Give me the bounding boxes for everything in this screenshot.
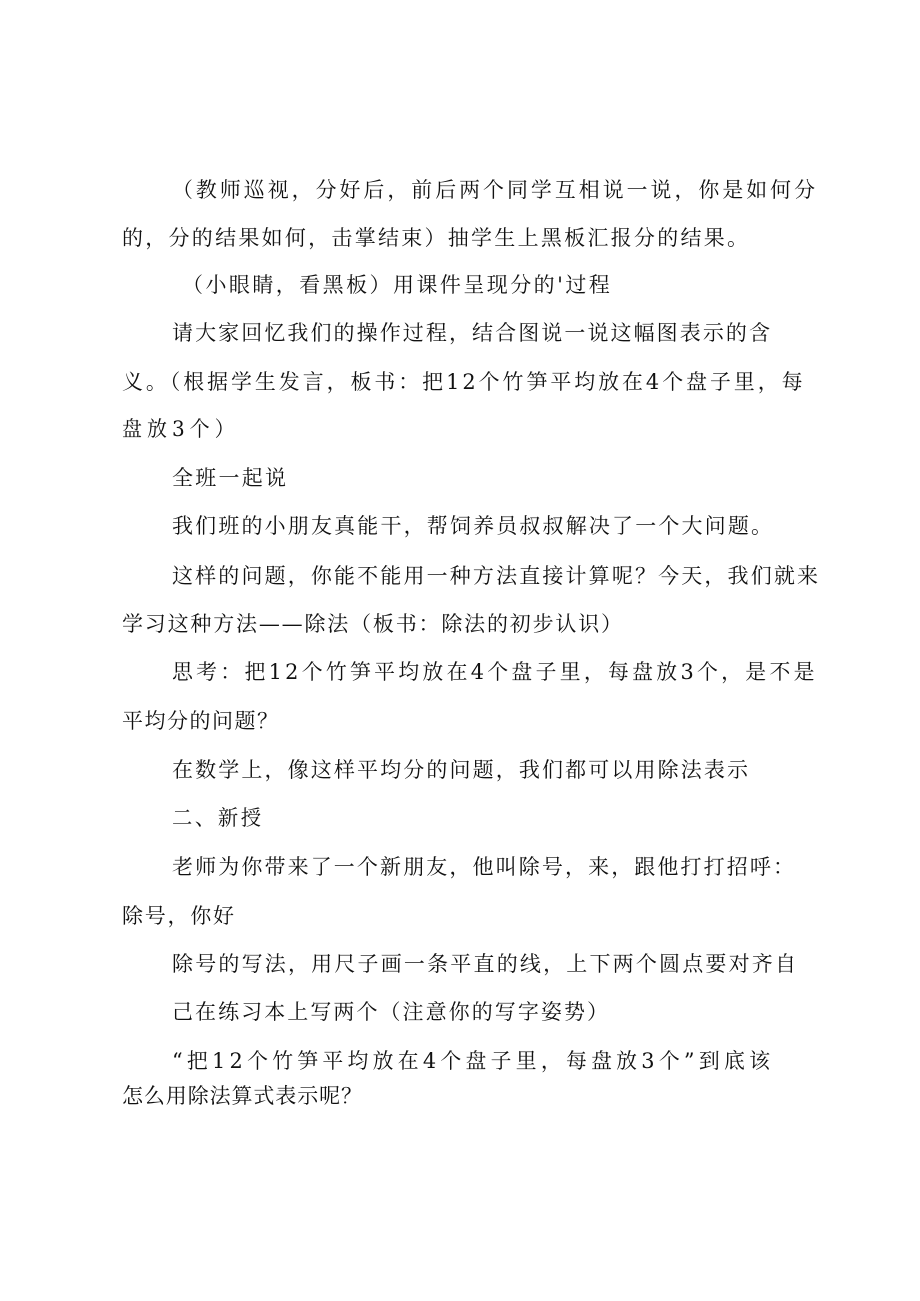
text-line: 请大家回忆我们的操作过程，结合图说一说这幅图表示的含 xyxy=(172,321,773,345)
text-line: 全班一起说 xyxy=(172,466,289,490)
text-line: 在数学上，像这样平均分的问题，我们都可以用除法表示 xyxy=(172,758,751,782)
text-line: “把12个竹笋平均放在4个盘子里，每盘放3个”到底该 xyxy=(172,1049,775,1073)
text-line: 这样的问题，你能不能用一种方法直接计算呢？今天，我们就来 xyxy=(172,564,821,588)
text-line: 学习这种方法——除法（板书：除法的初步认识） xyxy=(122,612,624,636)
text-line: 思考：把12个竹笋平均放在4个盘子里，每盘放3个，是不是 xyxy=(172,660,818,684)
text-line: 的，分的结果如何，击掌结束）抽学生上黑板汇报分的结果。 xyxy=(122,226,751,250)
text-line: （小眼睛，看黑板）用课件呈现分的'过程 xyxy=(182,273,613,297)
text-line: 我们班的小朋友真能干，帮饲养员叔叔解决了一个大问题。 xyxy=(172,514,775,538)
text-line: 除号，你好 xyxy=(122,904,236,928)
text-line: 盘放3个） xyxy=(122,417,240,441)
text-line: 怎么用除法算式表示呢？ xyxy=(122,1084,363,1108)
text-line: 己在练习本上写两个（注意你的写字姿势） xyxy=(172,1000,611,1024)
text-line: 除号的写法，用尺子画一条平直的线，上下两个圆点要对齐自 xyxy=(172,952,799,976)
text-line: 老师为你带来了一个新朋友，他叫除号，来，跟他打打招呼： xyxy=(172,855,797,879)
text-line: （教师巡视，分好后，前后两个同学互相说一说，你是如何分 xyxy=(172,178,819,202)
section-heading: 二、新授 xyxy=(172,806,264,830)
text-line: 义。（根据学生发言，板书：把12个竹笋平均放在4个盘子里，每 xyxy=(122,370,806,394)
text-line: 平均分的问题？ xyxy=(122,709,280,733)
